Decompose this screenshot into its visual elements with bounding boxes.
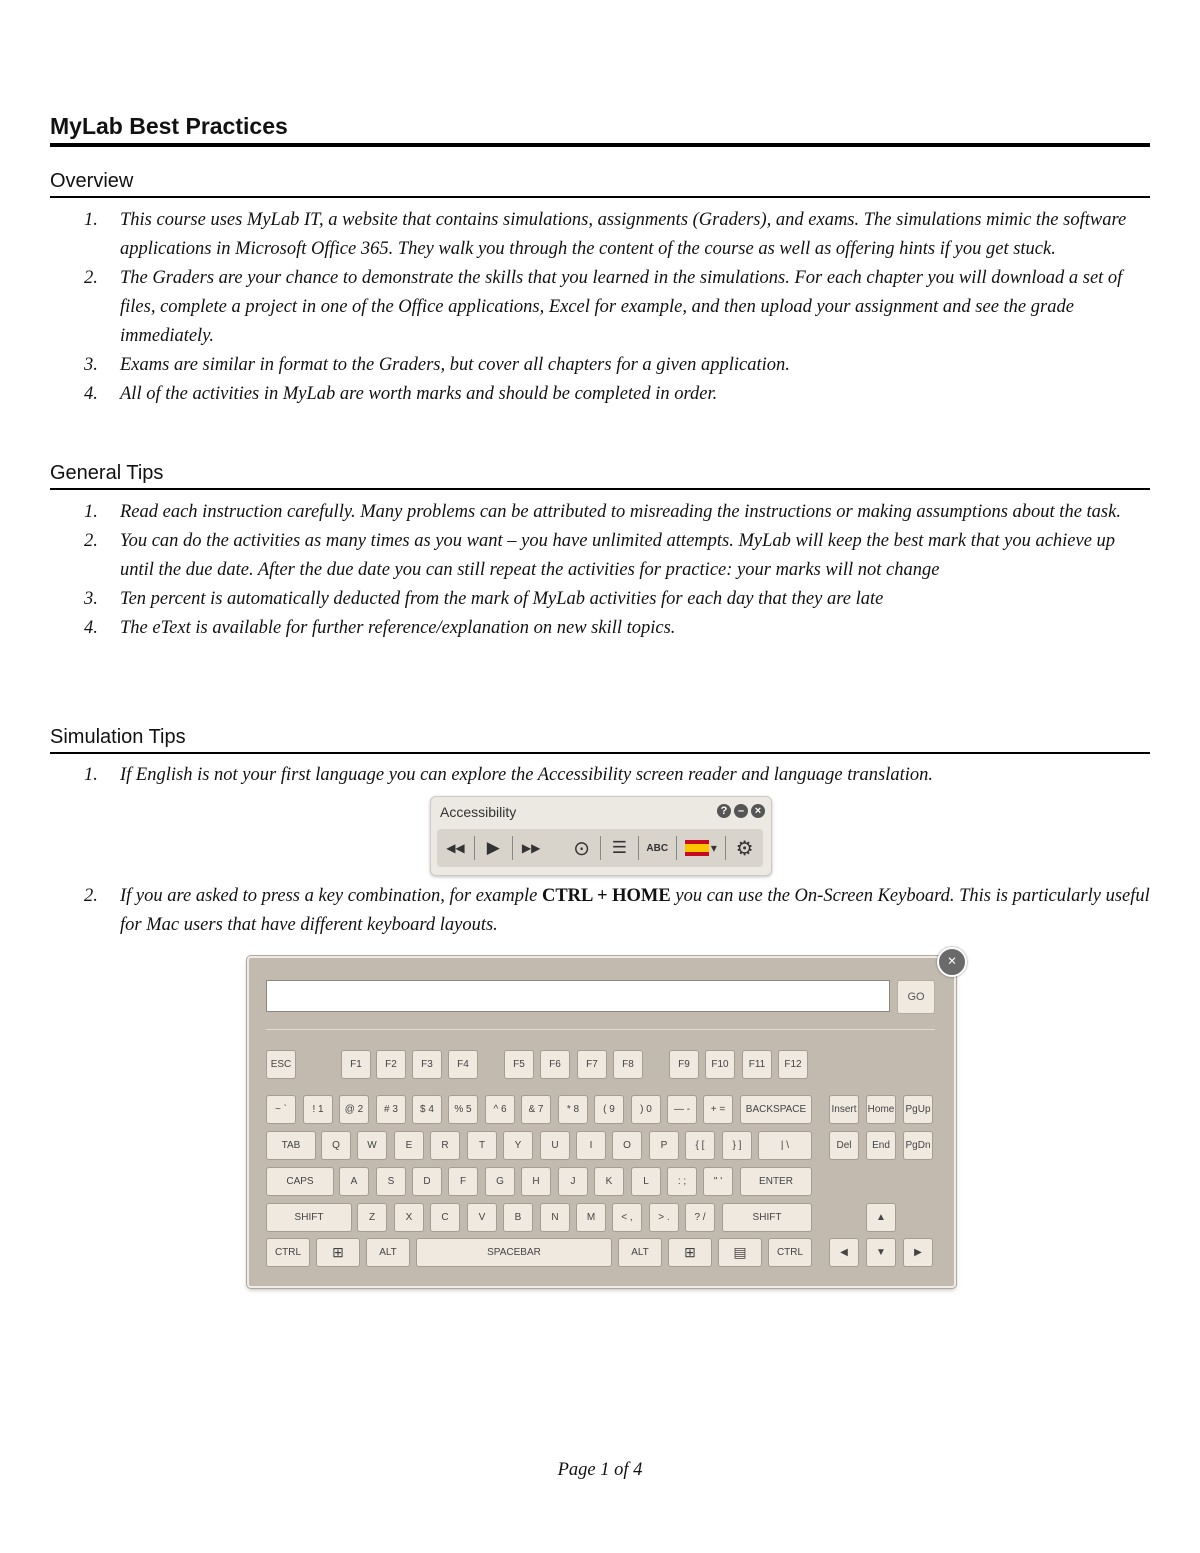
settings-gear-icon[interactable]: ⚙ — [735, 837, 754, 860]
list-item: 1. This course uses MyLab IT, a website that contains simulations, assignments (Graders), and exams. The simulations mimic the software applications in Microsoft Office 365. They walk you through the content of the course as well as offering hints if you get stuck. — [84, 210, 1127, 259]
overview-list — [50, 206, 1150, 409]
key-home[interactable]: Home — [866, 1095, 896, 1124]
key-ctrl-right[interactable]: CTRL — [768, 1238, 812, 1267]
key-w[interactable]: W — [357, 1131, 387, 1160]
general-tips-heading: General Tips — [50, 462, 164, 484]
key-shift-right[interactable]: SHIFT — [722, 1203, 812, 1232]
key-period[interactable]: > . — [649, 1203, 679, 1232]
arrow-left-icon[interactable]: ◀ — [829, 1238, 859, 1267]
keyboard-close-icon[interactable]: × — [937, 947, 967, 977]
accessibility-controls — [437, 829, 763, 867]
target-icon[interactable]: ⊙ — [573, 837, 590, 860]
key-n[interactable]: N — [540, 1203, 570, 1232]
rewind-icon[interactable]: ◀◀ — [446, 841, 465, 855]
context-menu-icon[interactable]: ▤ — [718, 1238, 762, 1267]
fast-forward-icon[interactable]: ▶▶ — [521, 841, 541, 855]
key-semicolon[interactable]: : ; — [667, 1167, 697, 1196]
overview-rule — [50, 196, 1150, 198]
key-z[interactable]: Z — [357, 1203, 387, 1232]
spell-check-icon[interactable]: ABC — [646, 842, 669, 854]
key-v[interactable]: V — [467, 1203, 497, 1232]
key-t[interactable]: T — [467, 1131, 497, 1160]
key-tab[interactable]: TAB — [266, 1131, 316, 1160]
go-button[interactable]: GO — [897, 980, 935, 1014]
key-c[interactable]: C — [430, 1203, 460, 1232]
list-item: 3. Exams are similar in format to the Graders, but cover all chapters for a given application. — [84, 355, 790, 375]
key-1[interactable]: ! 1 — [303, 1095, 333, 1124]
divider — [266, 1029, 935, 1030]
list-item: 3. Ten percent is automatically deducted from the mark of MyLab activities for each day that they are late — [84, 589, 884, 609]
simulation-tips-heading: Simulation Tips — [50, 726, 186, 748]
key-alt-left[interactable]: ALT — [366, 1238, 410, 1267]
key-i[interactable]: I — [576, 1131, 606, 1160]
list-item: 2. The Graders are your chance to demonstrate the skills that you learned in the simulations. For each chapter you will download a set of files, complete a project in one of the Office applications, Excel for example, and then upload your assignment and see the grade immediately. — [84, 268, 1123, 346]
general-tips-rule — [50, 488, 1150, 490]
key-x[interactable]: X — [394, 1203, 424, 1232]
key-p[interactable]: P — [649, 1131, 679, 1160]
key-end[interactable]: End — [866, 1131, 896, 1160]
key-comma[interactable]: < , — [612, 1203, 642, 1232]
key-minus[interactable]: — - — [667, 1095, 697, 1124]
simulation-tips-list-2 — [50, 882, 1150, 940]
key-e[interactable]: E — [394, 1131, 424, 1160]
spain-flag-icon — [685, 840, 709, 856]
overview-heading: Overview — [50, 170, 134, 192]
key-5[interactable]: % 5 — [448, 1095, 478, 1124]
key-f5[interactable]: F5 — [504, 1050, 534, 1079]
page-footer: Page 1 of 4 — [557, 1460, 643, 1480]
key-a[interactable]: A — [339, 1167, 369, 1196]
key-0[interactable]: ) 0 — [631, 1095, 661, 1124]
key-f9[interactable]: F9 — [669, 1050, 699, 1079]
arrow-down-icon[interactable]: ▼ — [866, 1238, 896, 1267]
key-6[interactable]: ^ 6 — [485, 1095, 515, 1124]
key-f7[interactable]: F7 — [577, 1050, 607, 1079]
key-o[interactable]: O — [612, 1131, 642, 1160]
text-lines-icon[interactable]: ☰ — [611, 838, 628, 857]
key-m[interactable]: M — [576, 1203, 606, 1232]
key-f2[interactable]: F2 — [376, 1050, 406, 1079]
simulation-tips-list-1 — [50, 761, 1150, 790]
key-f8[interactable]: F8 — [613, 1050, 643, 1079]
windows-icon[interactable]: ⊞ — [668, 1238, 712, 1267]
key-delete[interactable]: Del — [829, 1131, 859, 1160]
key-h[interactable]: H — [521, 1167, 551, 1196]
key-s[interactable]: S — [376, 1167, 406, 1196]
key-slash[interactable]: ? / — [685, 1203, 715, 1232]
arrow-up-icon[interactable]: ▲ — [866, 1203, 896, 1232]
list-item: 4. All of the activities in MyLab are worth marks and should be completed in order. — [84, 384, 718, 404]
on-screen-keyboard — [247, 956, 956, 1288]
key-shift-left[interactable]: SHIFT — [266, 1203, 352, 1232]
keyboard-text-input[interactable] — [266, 980, 890, 1012]
key-f3[interactable]: F3 — [412, 1050, 442, 1079]
help-icon[interactable]: ? — [717, 804, 731, 818]
key-right-bracket[interactable]: } ] — [722, 1131, 752, 1160]
list-item: 4. The eText is available for further reference/explanation on new skill topics. — [84, 618, 676, 638]
list-item: 2. You can do the activities as many times as you want – you have unlimited attempts. MyLab will keep the best mark that you achieve up until the due date. After the due date you can still repeat the activities for practice: your marks will not change — [84, 531, 1116, 580]
list-item: 1. If English is not your first language you can explore the Accessibility screen reader and language translation. — [84, 765, 934, 785]
accessibility-title: Accessibility — [440, 804, 517, 820]
key-4[interactable]: $ 4 — [412, 1095, 442, 1124]
list-item: 1. Read each instruction carefully. Many problems can be attributed to misreading the instructions or making assumptions about the task. — [84, 502, 1121, 522]
key-k[interactable]: K — [594, 1167, 624, 1196]
key-7[interactable]: & 7 — [521, 1095, 551, 1124]
key-l[interactable]: L — [631, 1167, 661, 1196]
key-tilde[interactable]: ~ ` — [266, 1095, 296, 1124]
key-y[interactable]: Y — [503, 1131, 533, 1160]
key-2[interactable]: @ 2 — [339, 1095, 369, 1124]
key-f12[interactable]: F12 — [778, 1050, 808, 1079]
key-r[interactable]: R — [430, 1131, 460, 1160]
key-g[interactable]: G — [485, 1167, 515, 1196]
key-backspace[interactable]: BACKSPACE — [740, 1095, 812, 1124]
arrow-right-icon[interactable]: ▶ — [903, 1238, 933, 1267]
key-f[interactable]: F — [448, 1167, 478, 1196]
accessibility-toolbar — [430, 796, 772, 876]
key-j[interactable]: J — [558, 1167, 588, 1196]
key-quote[interactable]: " ' — [703, 1167, 733, 1196]
key-q[interactable]: Q — [321, 1131, 351, 1160]
key-f1[interactable]: F1 — [341, 1050, 371, 1079]
page-title: MyLab Best Practices — [50, 113, 288, 139]
key-esc[interactable]: ESC — [266, 1050, 296, 1079]
close-icon[interactable]: × — [751, 804, 765, 818]
key-9[interactable]: ( 9 — [594, 1095, 624, 1124]
key-3[interactable]: # 3 — [376, 1095, 406, 1124]
key-plus[interactable]: + = — [703, 1095, 733, 1124]
windows-icon[interactable]: ⊞ — [316, 1238, 360, 1267]
accessibility-window-controls — [717, 804, 765, 818]
title-rule — [50, 143, 1150, 147]
list-item: 2. If you are asked to press a key combination, for example CTRL + HOME you can use the On-Screen Keyboard. This is particularly useful for Mac users that have different keyboard layouts. — [84, 886, 1150, 935]
key-u[interactable]: U — [540, 1131, 570, 1160]
key-f10[interactable]: F10 — [705, 1050, 735, 1079]
general-tips-list — [50, 498, 1150, 643]
key-8[interactable]: * 8 — [558, 1095, 588, 1124]
key-d[interactable]: D — [412, 1167, 442, 1196]
key-f11[interactable]: F11 — [742, 1050, 772, 1079]
key-f6[interactable]: F6 — [540, 1050, 570, 1079]
language-selector[interactable] — [677, 829, 726, 867]
key-caps[interactable]: CAPS — [266, 1167, 334, 1196]
key-left-bracket[interactable]: { [ — [685, 1131, 715, 1160]
key-alt-right[interactable]: ALT — [618, 1238, 662, 1267]
key-pgdn[interactable]: PgDn — [903, 1131, 933, 1160]
key-ctrl-left[interactable]: CTRL — [266, 1238, 310, 1267]
key-f4[interactable]: F4 — [448, 1050, 478, 1079]
minimize-icon[interactable]: – — [734, 804, 748, 818]
key-enter[interactable]: ENTER — [740, 1167, 812, 1196]
key-pgup[interactable]: PgUp — [903, 1095, 933, 1124]
key-b[interactable]: B — [503, 1203, 533, 1232]
chevron-down-icon: ▾ — [710, 841, 717, 855]
simulation-tips-rule — [50, 752, 1150, 754]
key-backslash[interactable]: | \ — [758, 1131, 812, 1160]
key-spacebar[interactable]: SPACEBAR — [416, 1238, 612, 1267]
play-icon[interactable]: ▶ — [486, 838, 500, 857]
key-insert[interactable]: Insert — [829, 1095, 859, 1124]
